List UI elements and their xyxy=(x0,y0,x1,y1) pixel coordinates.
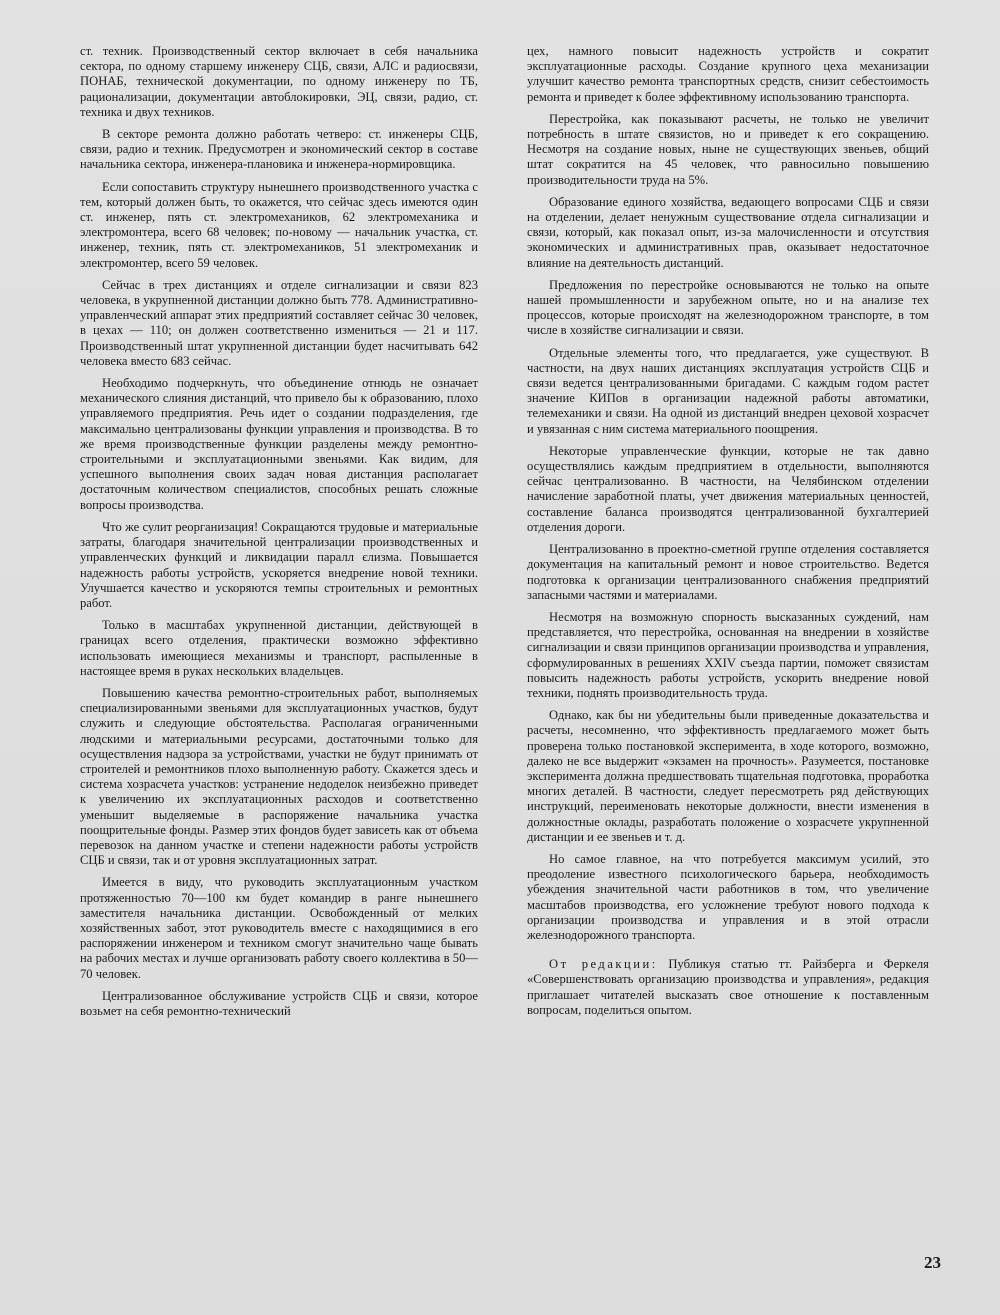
paragraph: Образование единого хозяйства, ведающего вопросами СЦБ и связи на отделении, делает ненужным существование отдела сигнализации и связи, который, как показал опыт, из-за малочисленности и отсутствия экономических и административных прав, оказывает недостаточное влияние на деятельность дистанций. xyxy=(527,194,929,270)
paragraph: цех, намного повысит надежность устройств и сократит эксплуатационные расходы. Создание крупного цеха механизации улучшит качество ремонта транспортных средств, снизит себестоимость ремонта и приведет к более эффективному использованию транспорта. xyxy=(527,44,929,104)
paragraph: Некоторые управленческие функции, которые не так давно осуществлялись каждым предприятием в отдельности, выполняются сейчас централизованно. В частности, на Челябинском отделении начисление заработной платы, учет движения материальных ценностей, составление баланса производятся централизованной бухгалтерией отделения дороги. xyxy=(527,443,929,534)
paragraph: Однако, как бы ни убедительны были приведенные доказательства и расчеты, несомненно, что эффективность предлагаемого может быть проверена только постановкой эксперимента, в ходе которого, возможно, далеко не все выдержит «экзамен на прочность». Разумеется, постановке эксперимента должна предшествовать тщательная подготовка, проработка многих деталей. В частности, следует пересмотреть ряд действующих инструкций, переименовать некоторые должности, внести изменения в должностные оклады, разработать положение о хозрасчете укрупненной дистанции и ее звеньев и т. д. xyxy=(527,708,929,844)
paragraph: ст. техник. Производственный сектор включает в себя начальника сектора, по одному старшему инженеру СЦБ, связи, АЛС и радиосвязи, ПОНАБ, технической документации, по одному инженеру по ТБ, рационализации, документации автоблокировки, ЭЦ, связи, радио, ст. техника и двух техников. xyxy=(80,44,478,119)
paragraph: Имеется в виду, что руководить эксплуатационным участком протяженностью 70—100 км будет командир в ранге нынешнего заместителя начальника дистанции. Освобожденный от мелких хозяйственных забот, этот руководитель вместе с находящимися в его распоряжении инженером и техником смогут значительно чаще бывать на рабочих местах и лучше организовать работу своего коллектива в 50—70 человек. xyxy=(80,875,478,981)
paragraph: Отдельные элементы того, что предлагается, уже существуют. В частности, на двух наших дистанциях эксплуатация устройств СЦБ и связи ведется централизованными бригадами. С каждым годом растет значение КИПов в организации надежной работы автоматики, телемеханики и связи. На одной из дистанций внедрен цеховой хозрасчет и увязанная с ним система материального поощрения. xyxy=(527,345,929,436)
editor-note xyxy=(527,957,929,1018)
paragraph: Централизованно в проектно-сметной группе отделения составляется документация на капитальный ремонт и новое строительство. Ведется подготовка к организации централизованного снабжения предприятий запасными частями и материалами. xyxy=(527,542,929,602)
paragraph: Что же сулит реорганизация! Сокращаются трудовые и материальные затраты, благодаря значительной централизации производственных и управленческих функций и ликвидации паралл єлизма. Повышается надежность работы устройств, ускоряется внедрение новой техники. Улучшается качество и ускоряются темпы строительных и ремонтных работ. xyxy=(80,519,478,610)
right-column xyxy=(527,44,929,1018)
left-column xyxy=(80,44,478,1019)
paragraph: Но самое главное, на что потребуется максимум усилий, это преодоление известного психологического барьера, необходимость убеждения значительной части работников в том, что увеличение масштабов производства, его усложнение требуют нового подхода к организации производства и управления и в этой отрасли железнодорожного транспорта. xyxy=(527,851,929,942)
paragraph: Необходимо подчеркнуть, что объединение отнюдь не означает механического слияния дистанций, что привело бы к образованию, плохо управляемого предприятия. Речь идет о создании подразделения, где максимально централизованы функции управления и производства. В то же время производственные функции разделены между ремонтно-строительными и эксплуатационными звеньями. Как видим, для успешного выполнения своих задач новая дистанция располагает достаточным количеством специалистов, способных решать сложные вопросы производства. xyxy=(80,376,478,512)
paragraph: Предложения по перестройке основываются не только на опыте нашей промышленности и зарубежном опыте, но и на анализе тех процессов, которые происходят на железнодорожном транспорте, в том числе в хозяйстве сигнализации и связи. xyxy=(527,277,929,338)
editor-note-label: От редакции: xyxy=(549,957,658,972)
paragraph: Если сопоставить структуру нынешнего производственного участка с тем, который должен быть, то окажется, что сейчас здесь имеются один ст. инженер, пять ст. электромехаников, 62 электромеханика и электромонтера, всего 68 человек; по-новому — начальник участка, ст. инженер, техник, пять ст. электромехаников, 51 электромеханик и электромонтер, всего 59 человек. xyxy=(80,179,478,270)
paragraph: Централизованное обслуживание устройств СЦБ и связи, которое возьмет на себя ремонтно-технический xyxy=(80,988,478,1018)
editor-note-text: Публикуя статью тт. Райзберга и Феркеля «Совершенствовать организацию производства и управления», редакция приглашает читателей высказать свое отношение к поставленным вопросам, поделиться опытом. xyxy=(527,957,929,1017)
paragraph: В секторе ремонта должно работать четверо: ст. инженеры СЦБ, связи, радио и техник. Предусмотрен и экономический сектор в составе начальника сектора, инженера-плановика и инженера-нормировщика. xyxy=(80,127,478,172)
paragraph: Только в масштабах укрупненной дистанции, действующей в границах всего отделения, практически возможно эффективно использовать имеющиеся механизмы и транспорт, распыленные в настоящее время в руках нескольких владельцев. xyxy=(80,618,478,678)
paragraph: Несмотря на возможную спорность высказанных суждений, нам представляется, что перестройка, основанная на внедрении в хозяйстве сигнализации и связи принципов организации производства и управления, сформулированных в решениях XXIV съезда партии, поможет связистам повысить надежность работы устройств, ускорить внедрение новой техники, поднять производительность труда. xyxy=(527,609,929,700)
paragraph: Сейчас в трех дистанциях и отделе сигнализации и связи 823 человека, в укрупненной дистанции должно быть 778. Административно-управленческий аппарат этих предприятий составляет сейчас 30 человек, в цехах — 110; он должен соответственно измениться — 21 и 117. Производственный штат укрупненной дистанции будет насчитывать 642 человека вместо 683 сейчас. xyxy=(80,277,478,368)
page-number: 23 xyxy=(924,1253,941,1272)
paragraph: Повышению качества ремонтно-строительных работ, выполняемых специализированными звеньями для эксплуатационных участков, будут служить и следующие обстоятельства. Располагая ограниченными людскими и материальными ресурсами, достаточными только для осуществления надзора за устройствами, участки не будут принимать от строителей и ремонтников плохо выполненную работу. Скажется здесь и система хозрасчета участков: устранение недоделок неизбежно приведет к увеличению их эксплуатационных расходов и соответственно уменьшит выделяемые в распоряжение начальника участка поощрительные фонды. Размер этих фондов будет зависеть как от объема перевозок на данном участке и степени надежности работы устройств СЦБ и связи, так и от уровня эксплуатационных затрат. xyxy=(80,685,478,868)
paragraph: Перестройка, как показывают расчеты, не только не увеличит потребность в штате связистов, но и приведет к его сокращению. Несмотря на создание новых, ныне не существующих звеньев, общий штат сократится на 45 человек, что равносильно повышению производительности труда на 5%. xyxy=(527,111,929,187)
